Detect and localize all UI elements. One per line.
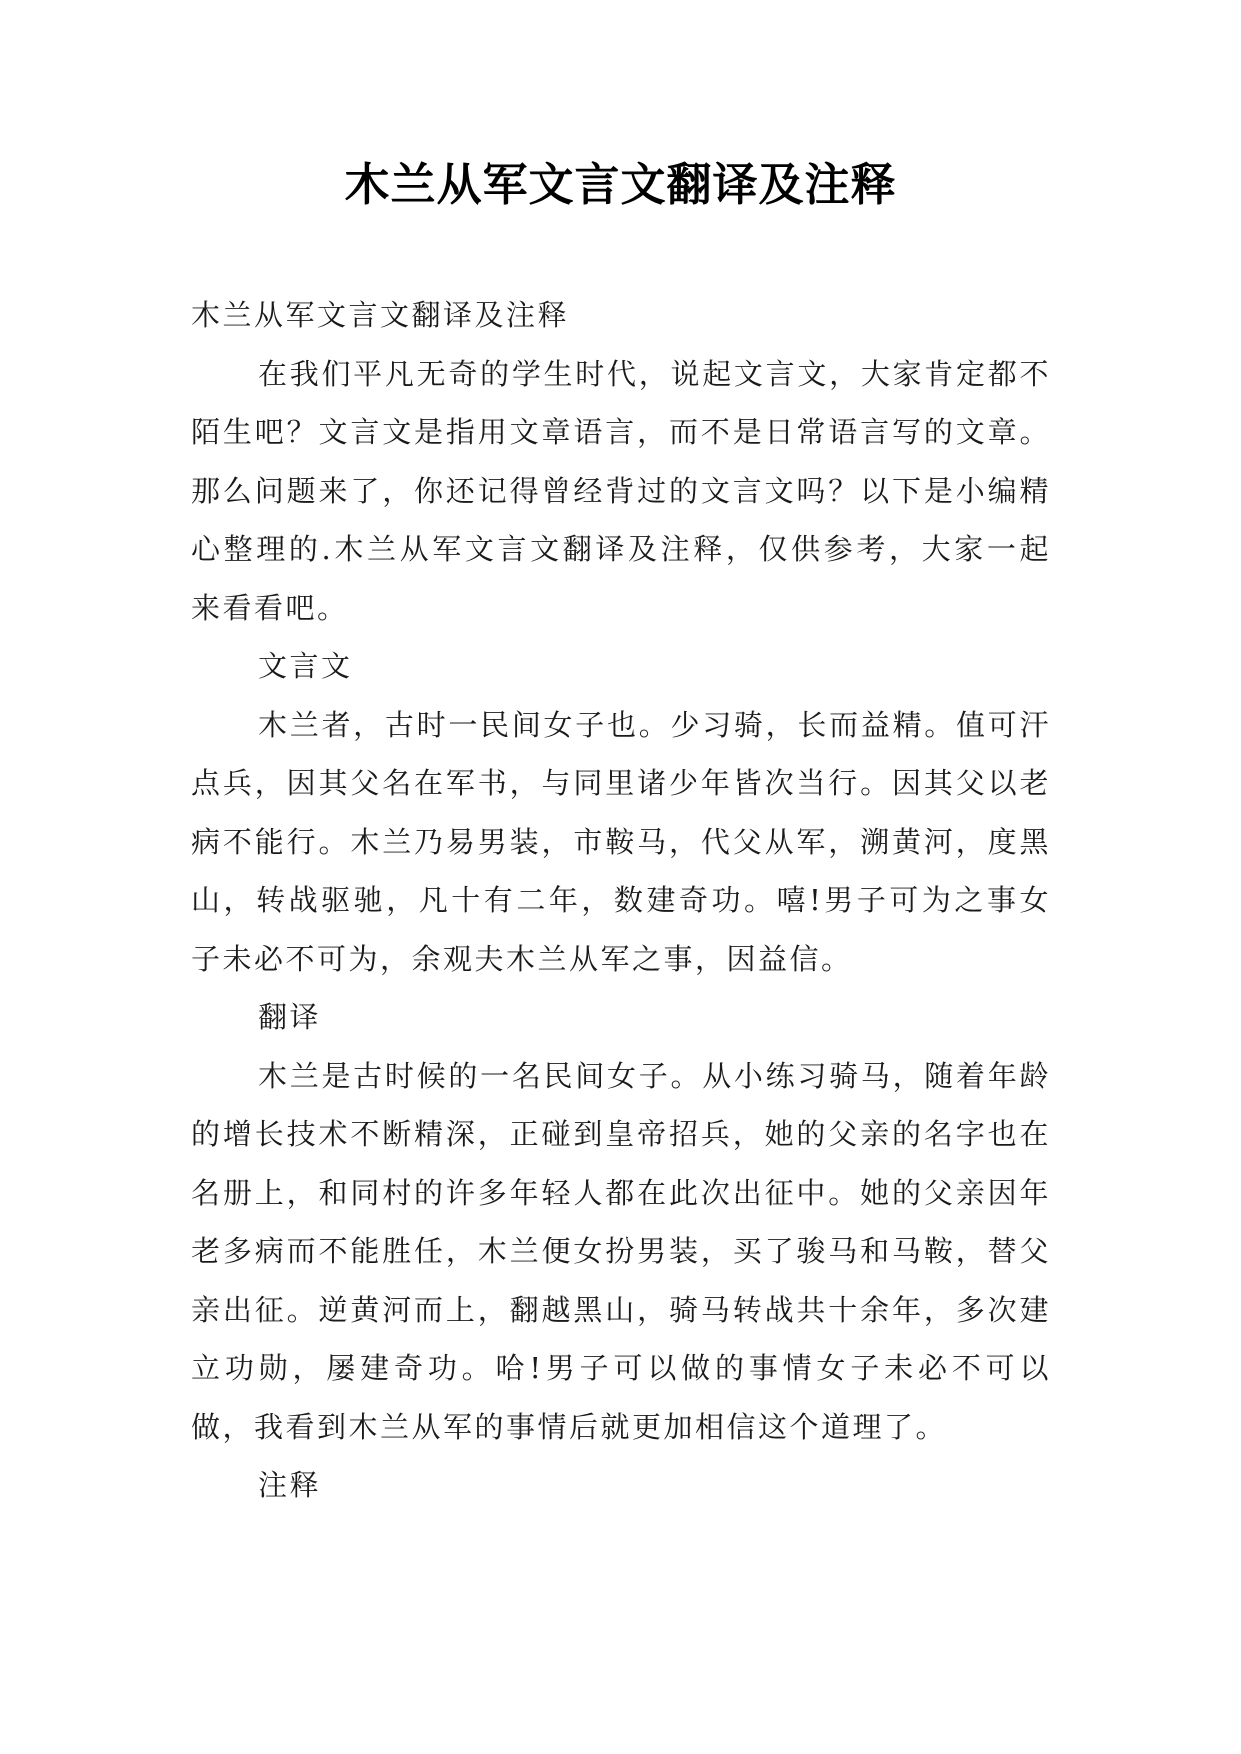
section-heading-notes: 注释 (258, 1468, 322, 1502)
document-body (191, 286, 1051, 1515)
intro-paragraph: 在我们平凡无奇的学生时代，说起文言文，大家肯定都不陌生吧？文言文是指用文章语言，而不是日常语言写的文章。那么问题来了，你还记得曾经背过的文言文吗？以下是小编精心整理的.木兰从军文言文翻译及注释，仅供参考，大家一起来看看吧。 (191, 356, 1051, 625)
section-heading-classical-text: 文言文 (258, 649, 353, 683)
translation-paragraph: 木兰是古时候的一名民间女子。从小练习骑马，随着年龄的增长技术不断精深，正碰到皇帝招兵，她的父亲的名字也在名册上，和同村的许多年轻人都在此次出征中。她的父亲因年老多病而不能胜任，木兰便女扮男装，买了骏马和马鞍，替父亲出征。逆黄河而上，翻越黑山，骑马转战共十余年，多次建立功勋，屡建奇功。哈!男子可以做的事情女子未必不可以做，我看到木兰从军的事情后就更加相信这个道理了。 (191, 1058, 1051, 1444)
body-heading: 木兰从军文言文翻译及注释 (191, 298, 570, 332)
document-title: 木兰从军文言文翻译及注释 (344, 158, 897, 211)
section-heading-translation: 翻译 (258, 1000, 322, 1034)
classical-text-paragraph: 木兰者，古时一民间女子也。少习骑，长而益精。值可汗点兵，因其父名在军书，与同里诸少年皆次当行。因其父以老病不能行。木兰乃易男装，市鞍马，代父从军，溯黄河，度黑山，转战驱驰，凡十有二年，数建奇功。嘻!男子可为之事女子未必不可为，余观夫木兰从军之事，因益信。 (191, 707, 1051, 976)
